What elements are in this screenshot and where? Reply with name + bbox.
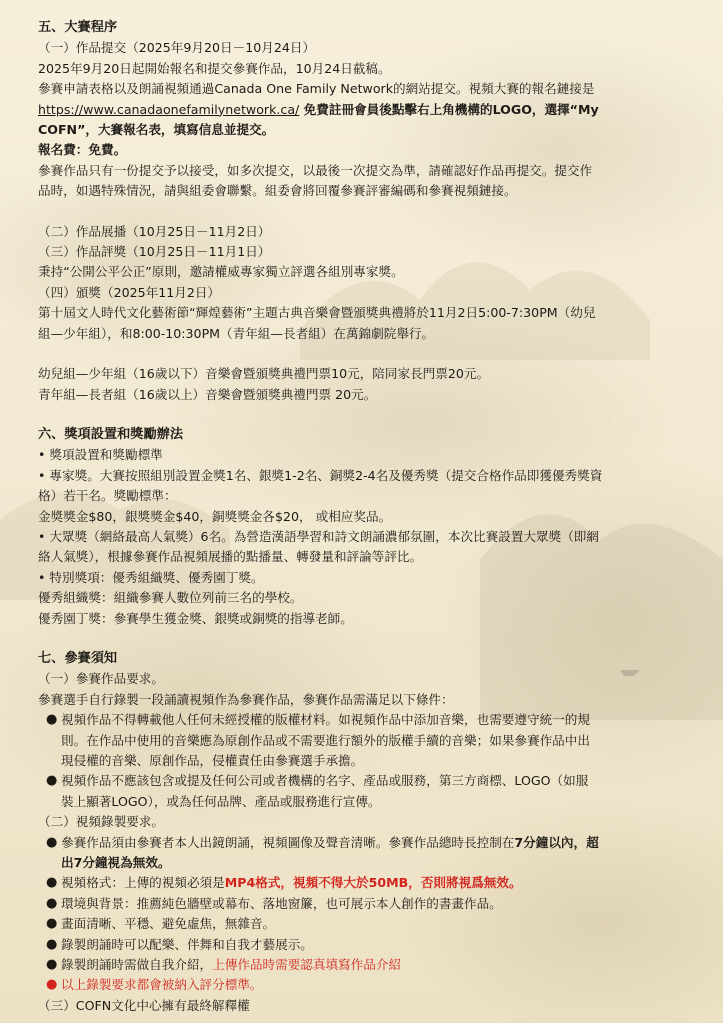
section-5-part-4-line-1: 第十屆文人時代文化藝術節“輝煌藝術”主題古典音樂會暨頒獎典禮將於11月2日5:00-7:30PM（幼兒 bbox=[38, 305, 596, 321]
section-6-line-7: • 特別獎項：優秀組織獎、優秀園丁獎。 bbox=[38, 569, 264, 585]
bullet-icon: ● bbox=[46, 936, 58, 952]
bullet-icon: ● bbox=[46, 916, 58, 932]
section-5-part-3-line-1: 秉持“公開公平公正”原則，邀請權威專家獨立評選各組別專家獎。 bbox=[38, 264, 404, 280]
list-item: ● 環境與背景：推薦純色牆壁或幕布、落地窗簾，也可展示本人創作的書畫作品。 bbox=[61, 894, 690, 914]
ticket-info-junior: 幼兒組—少年組（16歲以下）音樂會暨頒獎典禮門票10元，陪同家長門票20元。 bbox=[38, 366, 490, 382]
bullet-icon: ● bbox=[46, 773, 58, 789]
ticket-info-senior: 青年組—長者組（16歲以上）音樂會暨頒獎典禮門票 20元。 bbox=[38, 386, 377, 402]
spacer bbox=[38, 202, 690, 222]
section-6-line-9: 優秀園丁獎：參賽學生獲金獎、銀獎或銅獎的指導老師。 bbox=[38, 610, 353, 626]
list-item: ● 參賽作品須由參賽者本人出鏡朗誦，視頻圖像及聲音清晰。參賽作品總時長控制在7分鐘以內，超 出7分鐘視為無效。 bbox=[46, 834, 599, 871]
registration-fee: 報名費：免費。 bbox=[38, 142, 127, 158]
section-5-part-3-heading: （三）作品評獎（10月25日－11月1日） bbox=[38, 244, 271, 260]
section-5-part-1-line-2: 參賽申請表格以及朗誦視頻通過Canada One Family Network的網站提交。視頻大賽的報名鏈接是 bbox=[38, 81, 595, 97]
list-item: ● 視頻格式：上傳的視頻必須是MP4格式，視頻不得大於50MB，否則將視爲無效。 bbox=[61, 873, 690, 893]
work-requirements-list bbox=[38, 710, 690, 812]
spacer bbox=[38, 629, 690, 649]
section-7-title: 七、參賽須知 bbox=[38, 650, 118, 666]
list-item: ● 錄製朗誦時需做自我介紹，上傳作品時需要認真填寫作品介紹 bbox=[61, 955, 690, 975]
section-7-part-1-heading: （一）參賽作品要求。 bbox=[38, 671, 164, 687]
section-7-part-3-heading: （三）COFN文化中心擁有最終解釋權 bbox=[38, 997, 250, 1013]
spacer bbox=[38, 344, 690, 364]
bullet-icon: ● bbox=[46, 977, 58, 993]
registration-link[interactable]: https://www.canadaonefamilynetwork.ca/ bbox=[38, 101, 300, 117]
document-body bbox=[38, 18, 690, 1016]
bullet-icon: ● bbox=[46, 875, 58, 891]
registration-instructions: 免費註冊會員後點擊右上角機構的LOGO，選擇“My bbox=[299, 101, 599, 117]
section-6-line-5: • 大眾獎（網絡最高人氣獎）6名。為營造漢語學習和詩文朗誦濃郁氛圍，本次比賽設置大眾獎（即網 bbox=[38, 528, 599, 544]
section-7-part-2-heading: （二）視頻錄製要求。 bbox=[38, 814, 164, 830]
section-6-line-1: • 獎項設置和獎勵標準 bbox=[38, 447, 163, 463]
bullet-icon: ● bbox=[46, 957, 58, 973]
section-6-line-4: 金獎獎金$80，銀獎獎金$40，銅獎獎金各$20， 或相应奖品。 bbox=[38, 508, 392, 524]
section-5-registration-line bbox=[38, 100, 690, 120]
section-6-line-6: 絡人氣獎），根據參賽作品視頻展播的點播量、轉發量和評論等評比。 bbox=[38, 549, 423, 565]
section-5-part-1-heading: （一）作品提交（2025年9月20日－10月24日） bbox=[38, 40, 316, 56]
section-5-part-1-line-1: 2025年9月20日起開始報名和提交參賽作品，10月24日截稿。 bbox=[38, 60, 391, 76]
recording-requirements-list bbox=[38, 833, 690, 996]
bullet-icon: ● bbox=[46, 712, 58, 728]
registration-instructions-cont: COFN”，大賽報名表，填寫信息並提交。 bbox=[38, 122, 275, 138]
list-item: ● 以上錄製要求都會被納入評分標準。 bbox=[61, 975, 690, 995]
section-6-line-2: • 專家獎。大賽按照組別設置金獎1名、銀獎1-2名、銅獎2-4名及優秀獎（提交合格作品即獲優秀獎資 bbox=[38, 467, 603, 483]
section-7-part-1-intro: 參賽選手自行錄製一段誦讀視頻作為參賽作品，參賽作品需滿足以下條件： bbox=[38, 691, 454, 707]
bullet-icon: ● bbox=[46, 834, 58, 850]
list-item: ● 錄製朗誦時可以配樂、伴舞和自我才藝展示。 bbox=[61, 935, 690, 955]
bullet-icon: ● bbox=[46, 895, 58, 911]
section-5-title: 五、大賽程序 bbox=[38, 20, 118, 35]
section-5-part-2-heading: （二）作品展播（10月25日－11月2日） bbox=[38, 223, 271, 239]
submission-note-line-1: 參賽作品只有一份提交予以接受，如多次提交，以最後一次提交為準，請確認好作品再提交。提交作 bbox=[38, 162, 593, 178]
list-item: ● 畫面清晰、平穩、避免虛焦，無雜音。 bbox=[61, 914, 690, 934]
submission-note-line-2: 品時，如遇特殊情況，請與組委會聯繫。組委會將回覆參賽評審編碼和參賽視頻鏈接。 bbox=[38, 183, 517, 199]
section-6-title: 六、獎項設置和獎勵辦法 bbox=[38, 426, 184, 442]
section-6-line-8: 優秀組織獎：組織參賽人數位列前三名的學校。 bbox=[38, 590, 303, 606]
list-item: ● 視頻作品不應該包含或提及任何公司或者機構的名字、產品或服務，第三方商標、LOGO（如服 裝上顯著LOGO），或為任何品牌、產品或服務進行宣傳。 bbox=[46, 773, 589, 809]
spacer bbox=[38, 405, 690, 425]
section-5-part-4-heading: （四）頒獎（2025年11月2日） bbox=[38, 284, 221, 300]
section-5-part-4-line-2: 組—少年組），和8:00-10:30PM（青年組—長者組）在萬錦劇院舉行。 bbox=[38, 325, 435, 341]
list-item: ● 視頻作品不得轉載他人任何未經授權的版權材料。如視頻作品中添加音樂，也需要遵守統一的規 則。在作品中使用的音樂應為原創作品或不需要進行額外的版權手續的音樂；如果參賽作品中出 現侵權的音樂、原創作品，侵權責任由參賽選手承擔。 bbox=[46, 712, 590, 768]
section-6-line-3: 格）若干名。獎勵標準： bbox=[38, 488, 177, 504]
